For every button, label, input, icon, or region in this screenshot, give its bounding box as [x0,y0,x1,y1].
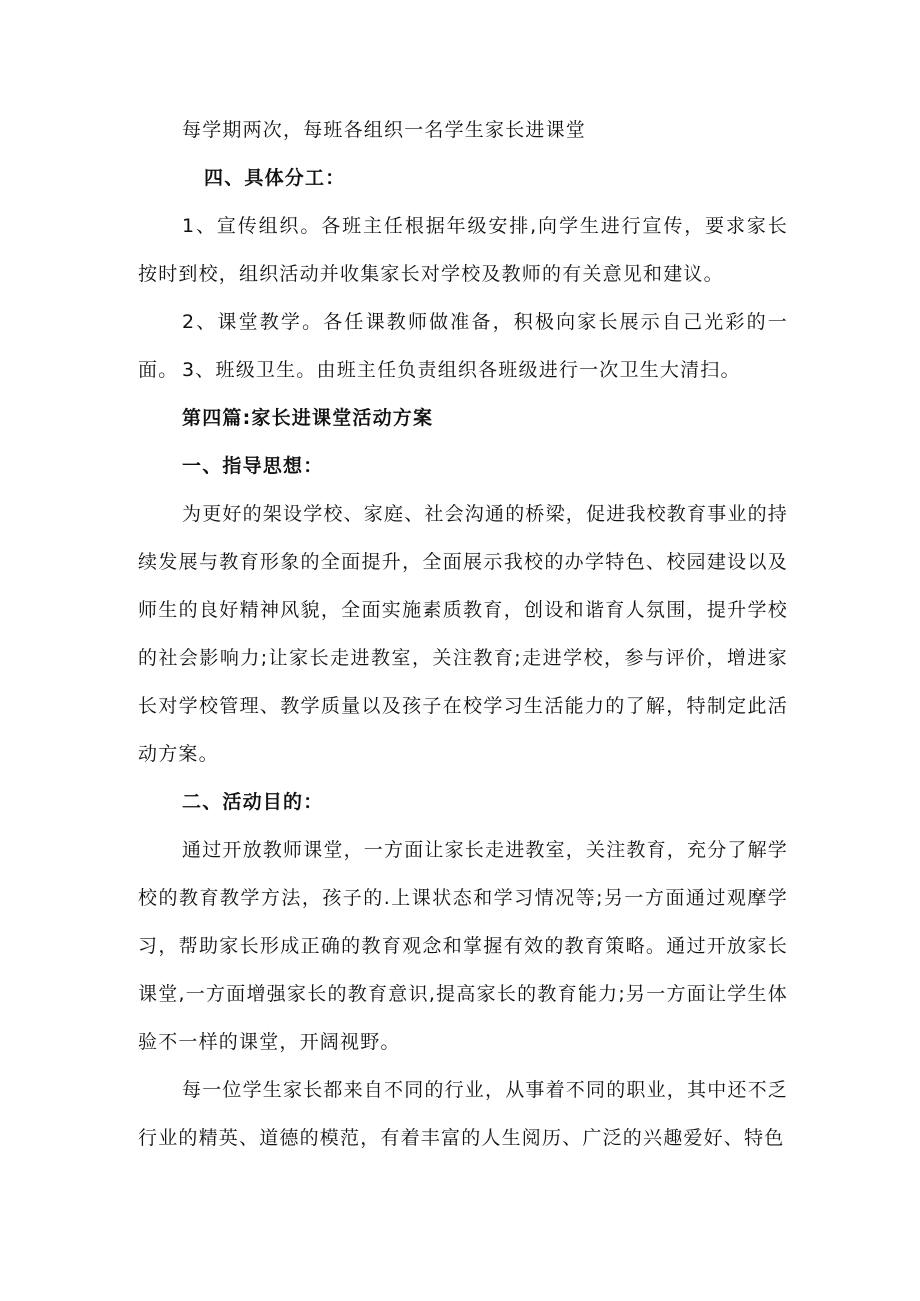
paragraph-schedule: 每学期两次，每班各组织一名学生家长进课堂 [182,119,587,141]
paragraph-teaching: 2、课堂教学。各任课教师做准备，积极向家长展示自己光彩的一面。 [138,311,788,381]
paragraph-guiding-idea: 为更好的架设学校、家庭、社会沟通的桥梁，促进我校教育事业的持续发展与教育形象的全面提升，全面展示我校的办学特色、校园建设以及师生的良好精神风貌，全面实施素质教育，创设和谐育人氛围，提升学校的社会影响力;让家长走进教室，关注教育;走进学校，参与评价，增进家长对学校管理、教学质量以及孩子在校学习生活能力的了解，特制定此活动方案。 [138,503,789,765]
section-heading-division: 四、具体分工： [204,167,346,189]
paragraph-publicity: 1、宣传组织。各班主任根据年级安排,向学生进行宣传，要求家长按时到校，组织活动并收集家长对学校及教师的有关意见和建议。 [138,215,788,285]
paragraph-hygiene: 3、班级卫生。由班主任负责组织各班级进行一次卫生大清扫。 [182,359,741,381]
chapter-title: 第四篇:家长进课堂活动方案 [182,407,434,429]
paragraph-parents: 每一位学生家长都来自不同的行业，从事着不同的职业，其中还不乏行业的精英、道德的模范，有着丰富的人生阅历、广泛的兴趣爱好、特色 [138,1079,789,1149]
section-heading-guiding-idea: 一、指导思想： [182,455,324,477]
paragraph-purpose: 通过开放教师课堂，一方面让家长走进教室，关注教育，充分了解学校的教育教学方法，孩子的.上课状态和学习情况等;另一方面通过观摩学习，帮助家长形成正确的教育观念和掌握有效的教育策略。通过开放家长课堂,一方面增强家长的教育意识,提高家长的教育能力;另一方面让学生体验不一样的课堂，开阔视野。 [138,839,789,1053]
section-heading-purpose: 二、活动目的： [182,791,324,813]
